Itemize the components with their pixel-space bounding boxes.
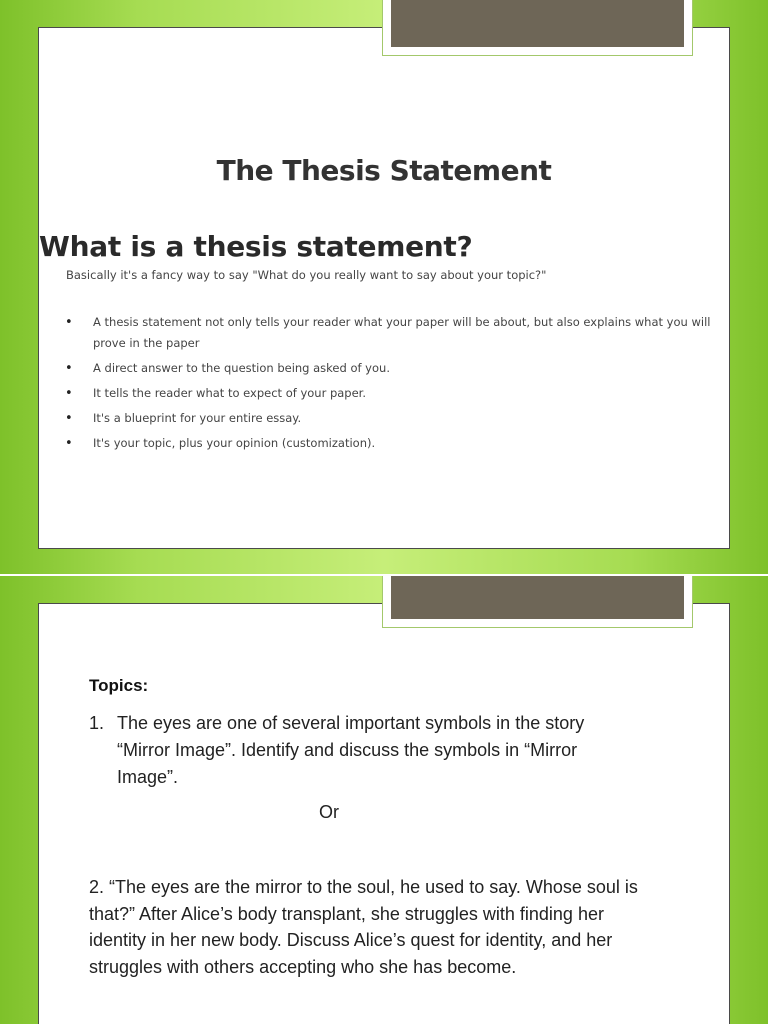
slide-2-title-tab — [382, 576, 693, 628]
bullet-text: A direct answer to the question being asked of you. — [93, 361, 390, 375]
bullet-text: A thesis statement not only tells your reader what your paper will be about, but also explains what you will prove in the paper — [93, 315, 711, 350]
topic-1 — [89, 710, 629, 791]
slide-heading: What is a thesis statement? — [39, 230, 473, 263]
bullet-item — [65, 433, 725, 454]
slide-1-tab-fill — [391, 0, 684, 47]
bullet-text: It tells the reader what to expect of your paper. — [93, 386, 367, 400]
bullet-item — [65, 358, 725, 379]
topics-label: Topics: — [89, 676, 149, 695]
bullet-icon: • — [65, 361, 73, 376]
slide-title: The Thesis Statement — [216, 154, 552, 187]
topic-2-text: 2. “The eyes are the mirror to the soul, he used to say. Whose soul is that?” After Alice’s body transplant, she struggles with finding her identity in her new body. Discuss Alice’s quest for identity, and her struggles with others accepting who she has become. — [89, 877, 638, 977]
slide-2-tab-fill — [391, 576, 684, 619]
or-label: Or — [319, 802, 339, 822]
bullet-icon: • — [65, 411, 73, 426]
bullet-icon: • — [65, 386, 73, 401]
slide-subtitle: Basically it's a fancy way to say "What do you really want to say about your topic?" — [66, 268, 547, 282]
bullet-item — [65, 312, 725, 354]
bullet-icon: • — [65, 315, 73, 330]
slide-1-title-tab — [382, 0, 693, 56]
bullet-icon: • — [65, 436, 73, 451]
slide-1-content-card — [38, 27, 730, 549]
topic-1-number: 1. — [89, 713, 105, 733]
bullet-list — [65, 312, 725, 458]
bullet-item — [65, 408, 725, 429]
bullet-item — [65, 383, 725, 404]
bullet-text: It's a blueprint for your entire essay. — [93, 411, 302, 425]
bullet-text: It's your topic, plus your opinion (customization). — [93, 436, 376, 450]
topic-1-text: The eyes are one of several important symbols in the story “Mirror Image”. Identify and discuss the symbols in “Mirror Image”. — [117, 713, 585, 787]
